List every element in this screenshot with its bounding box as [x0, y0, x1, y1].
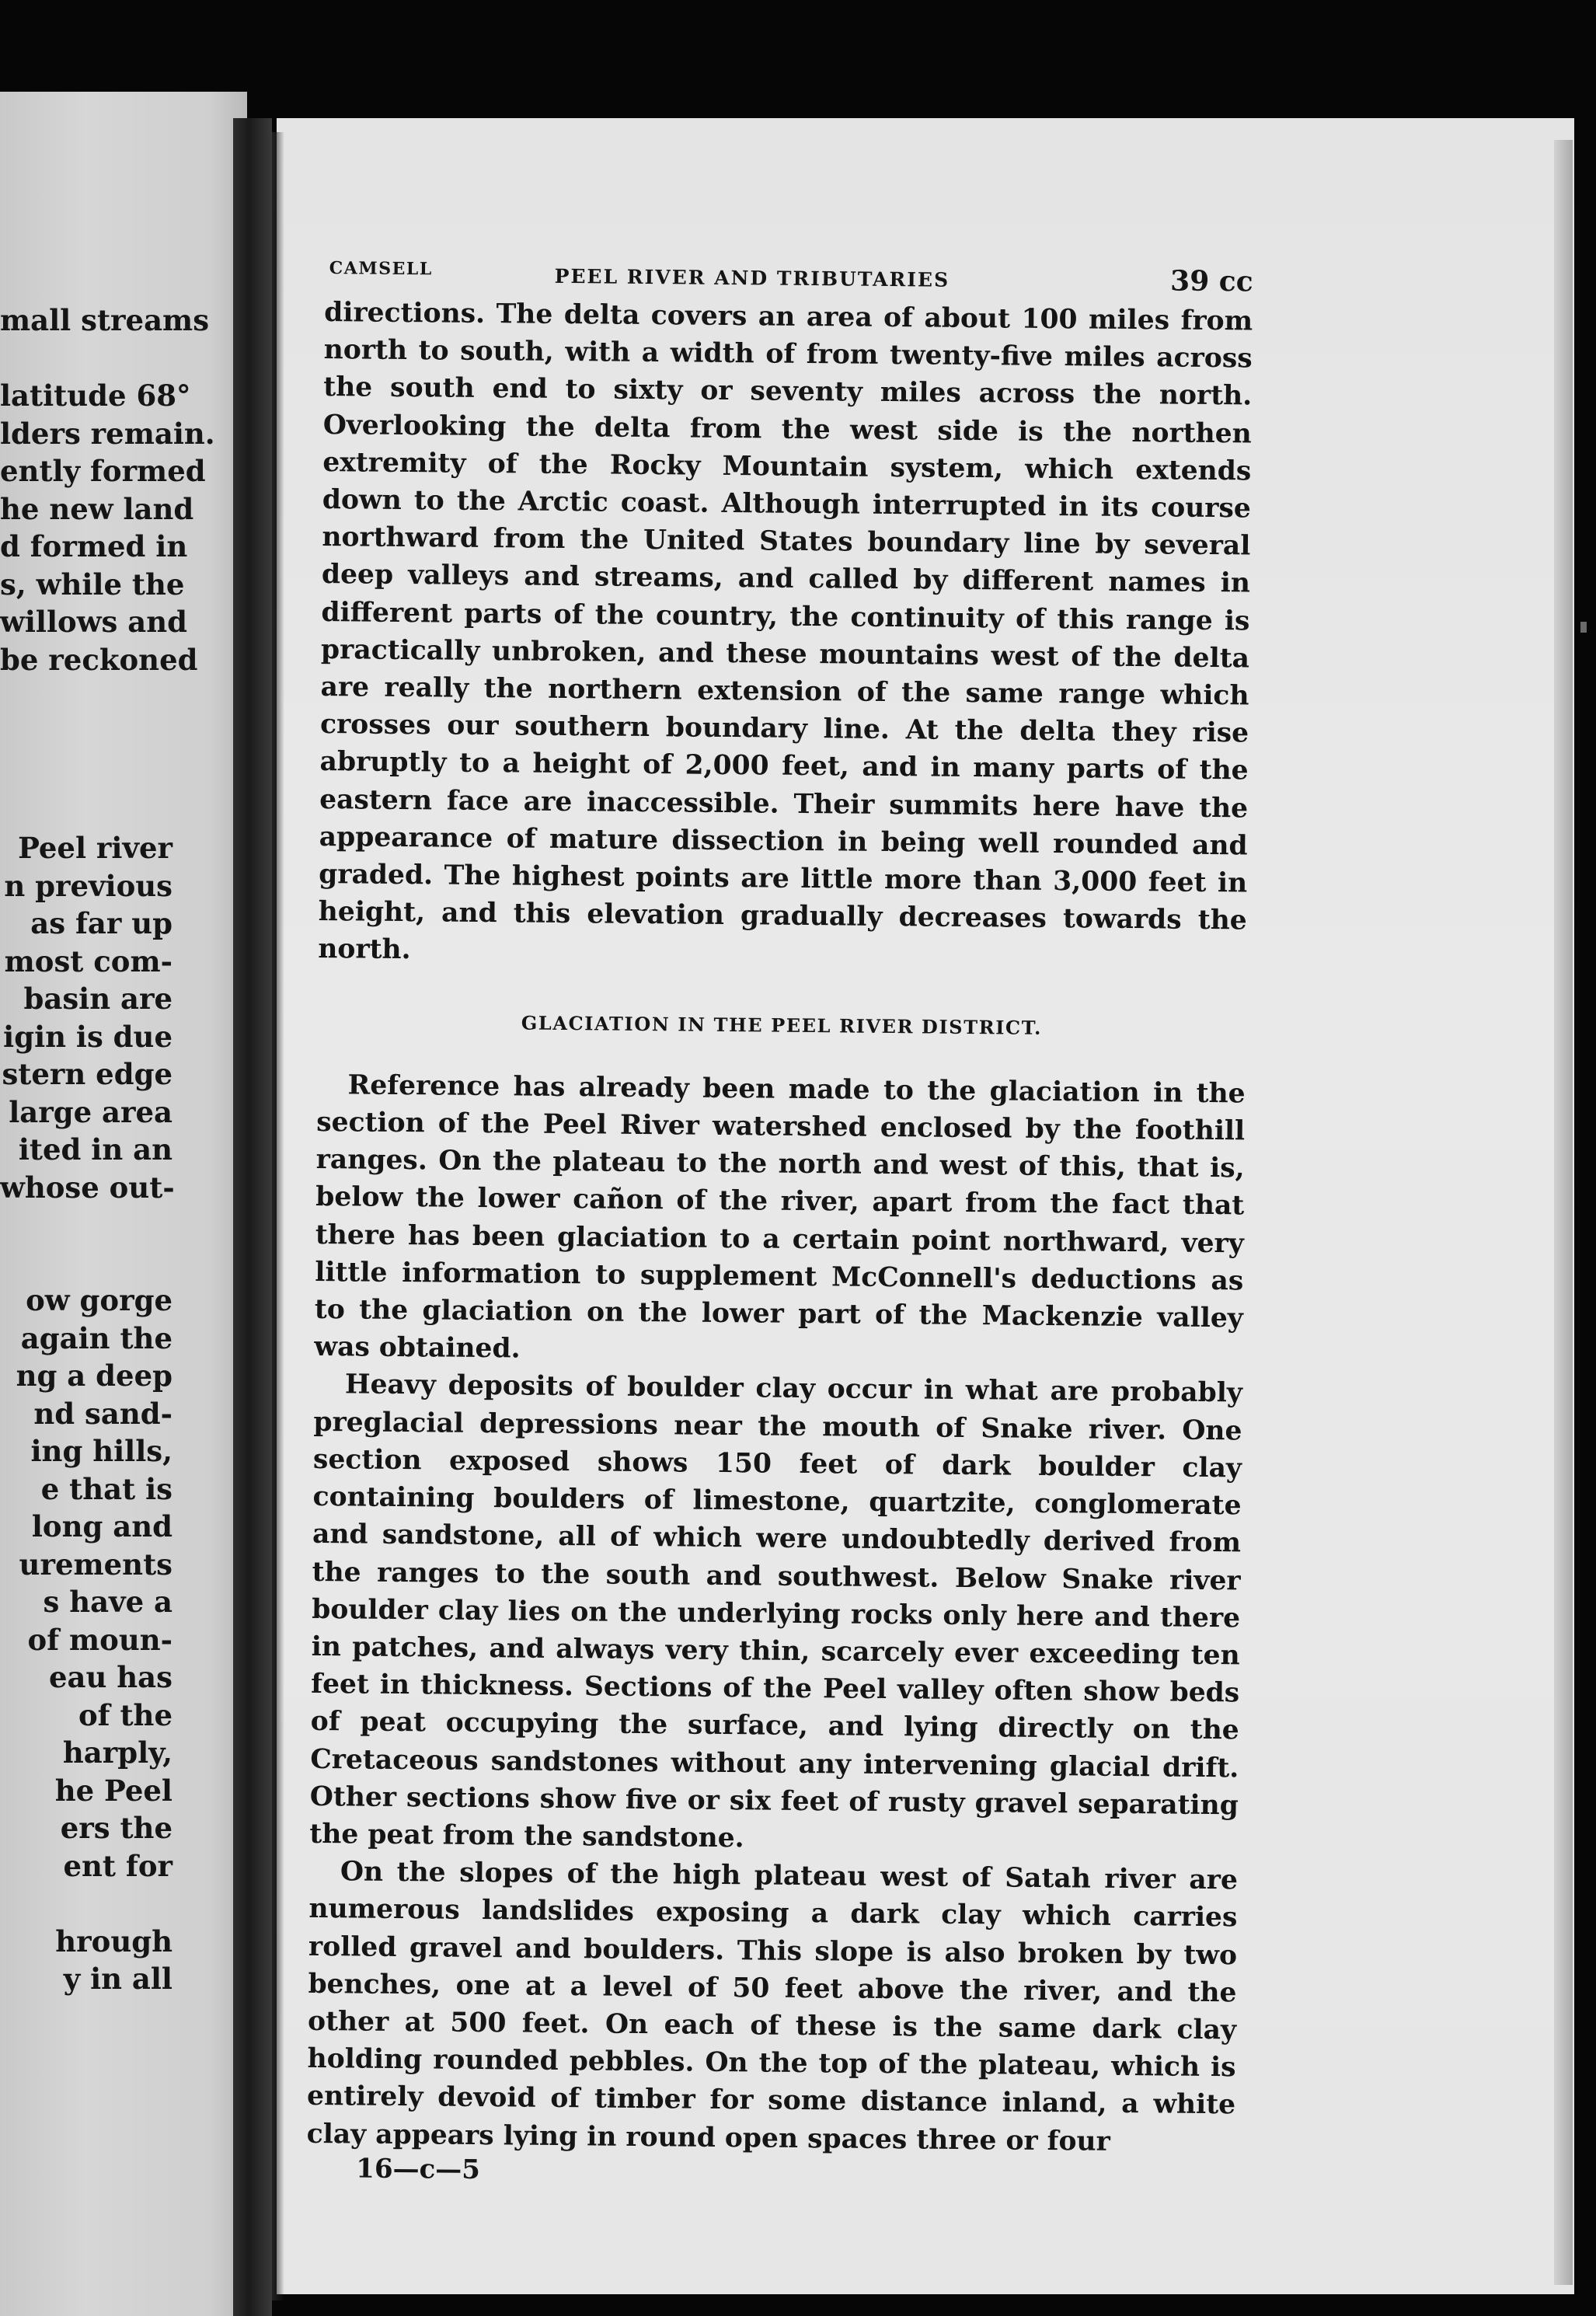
previous-page-line: eau has — [48, 1660, 172, 1694]
previous-page-line: lders remain. — [0, 416, 215, 451]
previous-page-line: willows and — [0, 605, 188, 639]
paragraph-delta-description: directions. The delta covers an area of about 100 miles from north to south, with a width of from twenty-five miles across the south end to sixty or seventy miles across the north. Overlooking the delta from the west side is the northen extremity of the Rocky Mountain system, which extends down to the Arctic coast. Although interrupted in its course northward from the United States boundary line by several deep valleys and streams, and called by different names in different parts of the country, the continuity of this range is practically unbroken, and these mountains west of the delta are really the northern extension of the same range which crosses our southern boundary line. At the delta they rise abruptly to a height of 2,000 feet, and in many parts of the eastern face are inaccessible. Their summits here have the appearance of mature dissection in being well rounded and graded. The highest points are little more than 3,000 feet in height, and this elevation gradually decreases towards the north. — [318, 296, 1253, 966]
previous-page-line: most com- — [4, 943, 172, 978]
paragraph-glaciation-reference: Reference has already been made to the glaciation in the section of the Peel River watershed enclosed by the foothill ranges. On the plateau to the north and west of this, that is, below the lower cañon of the river, apart from the fact that there has been glaciation to a certain point northward, very little information to supplement McConnell's deductions as to the glaciation on the lower part of the Mackenzie valley was obtained. — [314, 1069, 1246, 1365]
previous-page-line — [0, 1885, 172, 1923]
author-name: CAMSELL — [329, 258, 433, 280]
previous-page-line: latitude 68° — [0, 378, 191, 413]
previous-page-line: e that is — [40, 1471, 172, 1506]
previous-page-line: again the — [20, 1320, 172, 1355]
book-gutter — [233, 118, 272, 2316]
page-number: 39 cc — [1169, 264, 1253, 298]
previous-page-line: as far up — [30, 906, 172, 940]
previous-page-line: basin are — [23, 982, 172, 1016]
previous-page-line: he Peel — [54, 1773, 172, 1808]
page-content — [306, 247, 1253, 2192]
previous-page-line: s have a — [43, 1585, 172, 1619]
previous-page-line: be reckoned — [0, 642, 198, 677]
section-heading: GLACIATION IN THE PEEL RIVER DISTRICT. — [521, 1011, 1043, 1039]
previous-page-line: ow gorge — [26, 1283, 172, 1317]
previous-page-line: whose out- — [0, 1170, 175, 1205]
previous-page-line — [0, 1244, 172, 1282]
previous-page-line: of moun- — [27, 1622, 172, 1657]
previous-page-line: igin is due — [3, 1019, 172, 1054]
previous-page-text — [0, 302, 215, 1998]
previous-page-line — [0, 678, 172, 717]
page-mark — [1580, 622, 1587, 633]
running-header — [324, 247, 1253, 302]
previous-page-line: he new land — [0, 491, 194, 526]
previous-page-line — [0, 717, 172, 755]
signature-mark: 16—c—5 — [356, 2153, 481, 2185]
previous-page-line: ent for — [63, 1848, 172, 1883]
gutter-shadow — [272, 132, 284, 2300]
previous-page-line: ng a deep — [16, 1359, 172, 1393]
previous-page-line: harply, — [62, 1735, 172, 1770]
previous-page-line — [0, 1206, 172, 1244]
previous-page-line: ently formed — [0, 454, 206, 488]
paragraph-satah-river: On the slopes of the high plateau west of Satah river are numerous landslides exposing a dark clay which carries rolled gravel and boulders. This slope is also broken by two benches, one at a level of 50 feet above the river, and the other at 500 feet. On each of these is the same dark clay holding rounded pebbles. On the top of the plateau, which is entirely devoid of timber for some distance inland, a white clay appears lying in round open spaces three or four — [306, 1856, 1239, 2157]
previous-page-line: nd sand- — [33, 1396, 172, 1431]
previous-page-line: n previous — [4, 868, 172, 903]
previous-page-line: ing hills, — [30, 1434, 172, 1468]
previous-page-line — [0, 754, 172, 792]
previous-page-line: d formed in — [0, 529, 188, 563]
previous-page-line: ers the — [60, 1811, 172, 1845]
running-title: PEEL RIVER AND TRIBUTARIES — [554, 264, 950, 291]
previous-page-line: of the — [78, 1697, 172, 1732]
previous-page-line — [0, 340, 172, 378]
previous-page-line: stern edge — [2, 1057, 172, 1091]
previous-page-line: Peel river — [18, 831, 172, 865]
previous-page-line: y in all — [63, 1962, 172, 1996]
page-edge — [1554, 140, 1573, 2285]
previous-page-line: urements — [19, 1547, 172, 1582]
previous-page-line: mall streams — [0, 303, 210, 337]
previous-page-line: large area — [9, 1094, 172, 1129]
previous-page-line — [0, 792, 172, 830]
previous-page-line: hrough — [55, 1924, 172, 1958]
body-text — [306, 294, 1253, 2192]
previous-page-line: long and — [31, 1509, 172, 1543]
paragraph-boulder-clay: Heavy deposits of boulder clay occur in what are probably preglacial depressions near the mouth of Snake river. One section exposed shows 150 feet of dark boulder clay containing boulders of limestone, quartzite, conglomerate and sandstone, all of which were undoubtedly derived from the ranges to the south and southwest. Below Snake river boulder clay lies on the underlying rocks only here and there in patches, and always very thin, scarcely ever exceeding ten feet in thickness. Sections of the Peel valley often show beds of peat occupying the surface, and lying directly on the Cretaceous sandstones without any intervening glacial drift. Other sections show five or six feet of rusty gravel separating the peat from the sandstone. — [309, 1369, 1243, 1854]
previous-page-line: ited in an — [18, 1132, 172, 1167]
previous-page-line: s, while the — [0, 567, 185, 602]
